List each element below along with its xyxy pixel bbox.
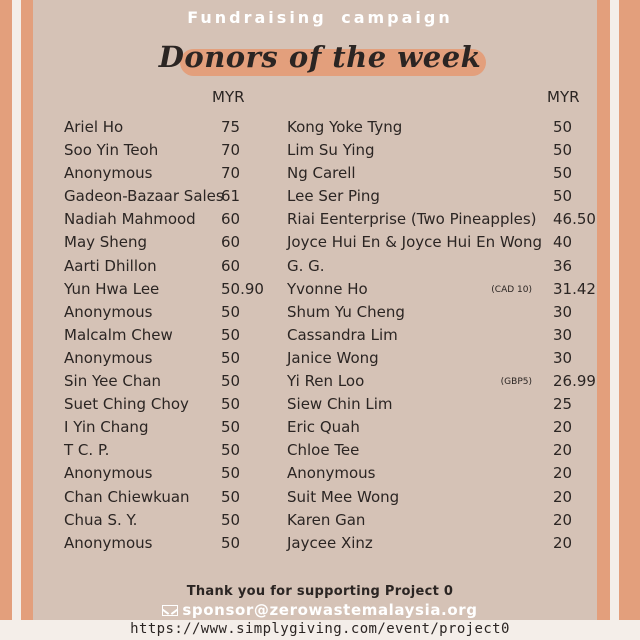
campaign-label: Fundraising campaign [187, 8, 453, 27]
donor-row [64, 231, 274, 254]
donor-name: Anonymous [64, 464, 153, 483]
donor-name: Yun Hwa Lee [64, 279, 160, 298]
donor-row [287, 231, 587, 254]
left-donor-list [64, 116, 274, 555]
donor-name: Ariel Ho [64, 118, 124, 136]
donor-row [287, 162, 587, 185]
donation-amount: 50 [553, 187, 573, 206]
right-stripe-orange [619, 0, 640, 620]
donor-name: Janice Wong [287, 348, 379, 367]
donor-row [64, 439, 274, 462]
donor-row [287, 278, 596, 301]
donor-name: Suit Mee Wong [287, 487, 400, 506]
donation-amount: 31.42 [553, 279, 596, 298]
thanks-message: Thank you for supporting Project 0 [186, 584, 454, 599]
donor-name: Chan Chiewkuan [64, 487, 190, 506]
left-stripe-cream [12, 0, 21, 620]
currency-note: (GBP5) [500, 377, 532, 388]
donation-amount: 50 [553, 141, 573, 160]
mail-icon [162, 605, 178, 616]
donor-name: Soo Yin Teoh [64, 141, 159, 160]
donor-name: Anonymous [64, 348, 153, 367]
donation-amount: 25 [553, 395, 573, 414]
donation-amount: 50 [221, 418, 241, 437]
donation-amount: 36 [553, 256, 573, 275]
donor-name: Anonymous [64, 302, 153, 321]
donor-row [64, 486, 274, 509]
donor-row [64, 185, 274, 208]
donor-row [287, 139, 587, 162]
donor-row [64, 462, 274, 485]
donor-row [287, 532, 587, 555]
donation-amount: 70 [221, 141, 241, 160]
donor-row [64, 116, 274, 139]
donor-row [64, 278, 274, 301]
donor-row [287, 509, 587, 532]
donor-row [287, 439, 587, 462]
donation-amount: 50 [221, 302, 241, 321]
donor-name: Riai Eenterprise (Two Pineapples) [287, 210, 537, 229]
donor-name: Anonymous [287, 464, 376, 483]
donor-name: Shum Yu Cheng [287, 302, 405, 321]
donation-amount: 50 [221, 464, 241, 483]
donor-row [287, 301, 587, 324]
page-title: Donors of the week [158, 40, 482, 74]
donor-row [64, 347, 274, 370]
donor-row [287, 462, 587, 485]
right-stripe-orange-inner [597, 0, 610, 620]
donor-name: Nadiah Mahmood [64, 210, 196, 229]
donor-name: Ng Carell [287, 164, 356, 183]
donor-row [287, 393, 587, 416]
donor-name: Yvonne Ho [287, 279, 368, 298]
donation-amount: 20 [553, 510, 573, 529]
donation-amount: 26.99 [553, 372, 596, 391]
donor-row [287, 416, 587, 439]
donor-row [64, 509, 274, 532]
donor-row [64, 416, 274, 439]
donation-amount: 46.50 [553, 210, 596, 229]
donation-amount: 40 [553, 233, 573, 252]
donor-name: Lee Ser Ping [287, 187, 380, 206]
donor-name: Malcalm Chew [64, 325, 173, 344]
donation-amount: 30 [553, 348, 573, 367]
email-row[interactable] [0, 601, 640, 619]
donor-row [287, 255, 587, 278]
donor-name: Suet Ching Choy [64, 395, 189, 414]
donation-amount: 50 [221, 395, 241, 414]
left-stripe-orange [0, 0, 12, 620]
donor-name: Siew Chin Lim [287, 395, 393, 414]
donation-amount: 20 [553, 418, 573, 437]
donor-name: May Sheng [64, 233, 148, 252]
donation-amount: 60 [221, 233, 241, 252]
donation-amount: 50 [221, 487, 241, 506]
donor-row [64, 532, 274, 555]
currency-note: (CAD 10) [491, 284, 532, 295]
donor-name: G. G. [287, 256, 325, 275]
left-currency-label: MYR [212, 88, 245, 106]
right-stripe-cream [610, 0, 619, 620]
donor-row [64, 162, 274, 185]
donation-amount: 50 [221, 533, 241, 552]
donor-name: Eric Quah [287, 418, 360, 437]
donation-amount: 30 [553, 302, 573, 321]
donor-name: Chua S. Y. [64, 510, 138, 529]
donor-name: I Yin Chang [64, 418, 149, 437]
donation-amount: 20 [553, 441, 573, 460]
donation-amount: 61 [221, 187, 241, 206]
donor-row [287, 370, 596, 393]
donation-amount: 60 [221, 210, 241, 229]
donor-name: Joyce Hui En & Joyce Hui En Wong [287, 233, 543, 252]
donor-row [287, 185, 587, 208]
donor-row [287, 486, 587, 509]
donor-name: Lim Su Ying [287, 141, 375, 160]
donor-name: Anonymous [64, 164, 153, 183]
donor-name: Chloe Tee [287, 441, 360, 460]
donation-amount: 50 [553, 164, 573, 183]
donor-name: Gadeon-Bazaar Sales [64, 187, 224, 206]
email-address[interactable]: sponsor@zerowastemalaysia.org [182, 601, 478, 619]
donor-name: Kong Yoke Tyng [287, 118, 403, 136]
donor-row [287, 116, 587, 139]
donor-name: Karen Gan [287, 510, 366, 529]
campaign-url[interactable]: https://www.simplygiving.com/event/project0 [130, 621, 510, 637]
donation-amount: 50.90 [221, 279, 264, 298]
donation-amount: 50 [221, 372, 241, 391]
donor-row [287, 347, 587, 370]
donor-name: Yi Ren Loo [287, 372, 365, 391]
left-stripe-orange-inner [21, 0, 33, 620]
donation-amount: 20 [553, 464, 573, 483]
donor-row [64, 139, 274, 162]
donor-name: Aarti Dhillon [64, 256, 157, 275]
donor-row [64, 393, 274, 416]
donation-amount: 20 [553, 533, 573, 552]
donor-row [64, 370, 274, 393]
donor-name: Jaycee Xinz [287, 533, 373, 552]
donation-amount: 50 [221, 510, 241, 529]
donor-row [64, 255, 274, 278]
donation-amount: 70 [221, 164, 241, 183]
right-donor-list [287, 116, 596, 555]
right-currency-label: MYR [547, 88, 580, 106]
donation-amount: 30 [553, 325, 573, 344]
donor-row [64, 301, 274, 324]
donor-name: Sin Yee Chan [64, 372, 162, 391]
donor-row [64, 208, 274, 231]
donation-amount: 50 [221, 325, 241, 344]
donor-row [64, 324, 274, 347]
donor-row [287, 324, 587, 347]
donor-name: Cassandra Lim [287, 325, 398, 344]
donation-amount: 60 [221, 256, 241, 275]
donation-amount: 50 [221, 441, 241, 460]
donation-amount: 50 [221, 348, 241, 367]
donation-amount: 75 [221, 118, 241, 136]
donation-amount: 20 [553, 487, 573, 506]
donor-name: Anonymous [64, 533, 153, 552]
donor-name: T C. P. [64, 441, 110, 460]
donation-amount: 50 [553, 118, 573, 136]
donor-row [287, 208, 596, 231]
